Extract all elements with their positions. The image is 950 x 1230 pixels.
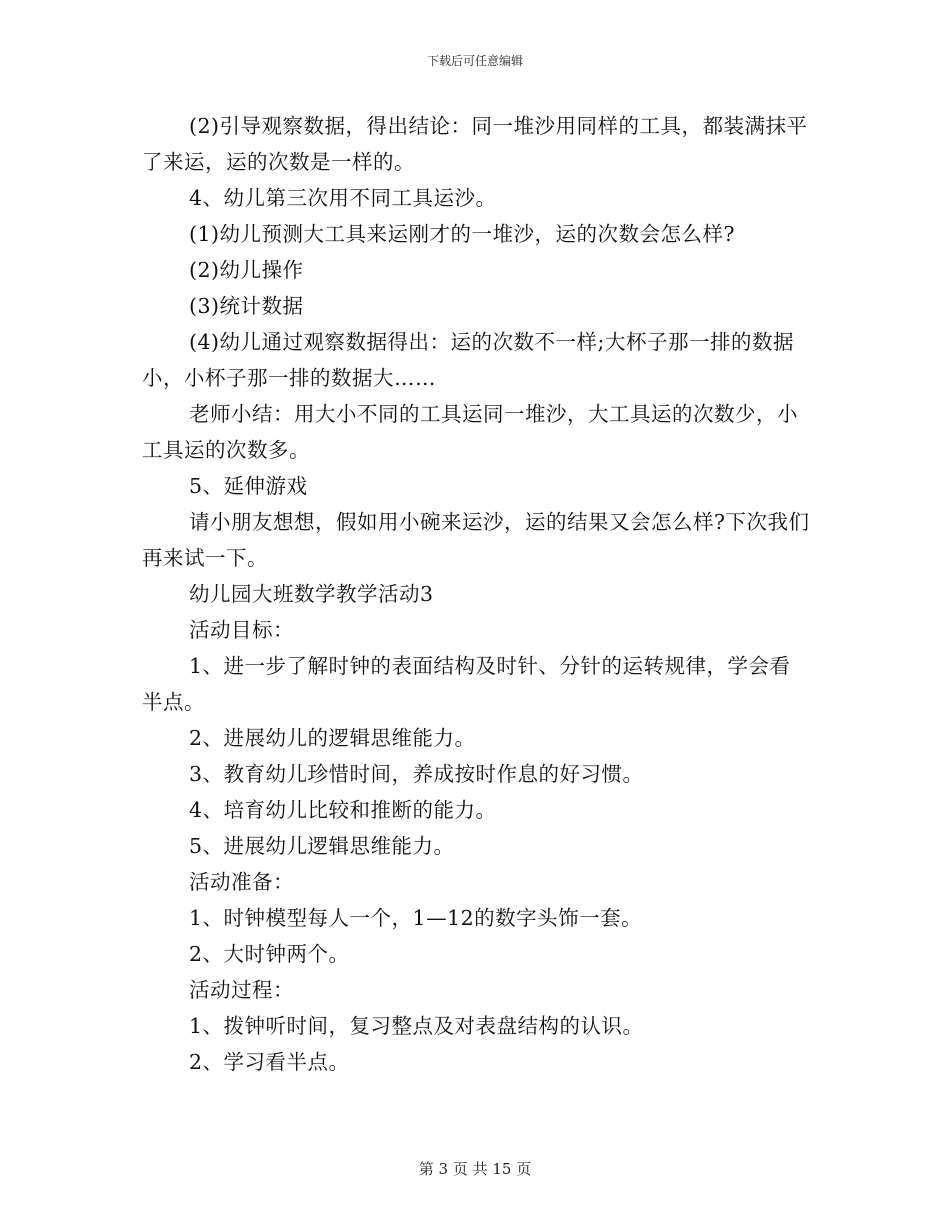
paragraph: 4、培育幼儿比较和推断的能力。 xyxy=(189,798,497,822)
section-title: 幼儿园大班数学教学活动3 xyxy=(189,582,434,606)
paragraph: 活动准备： xyxy=(189,870,294,894)
paragraph: (2)引导观察数据，得出结论：同一堆沙用同样的工具，都装满抹平了来运，运的次数是一样的。 xyxy=(142,114,808,174)
page-header: 下载后可任意编辑 xyxy=(426,54,523,68)
paragraph: (4)幼儿通过观察数据得出：运的次数不一样;大杯子那一排的数据小，小杯子那一排的数据大…… xyxy=(142,330,794,390)
paragraph: 2、大时钟两个。 xyxy=(189,942,350,966)
paragraph: 4、幼儿第三次用不同工具运沙。 xyxy=(189,186,497,210)
paragraph: 1、拨钟听时间，复习整点及对表盘结构的认识。 xyxy=(189,1014,644,1038)
paragraph: 老师小结：用大小不同的工具运同一堆沙，大工具运的次数少，小工具运的次数多。 xyxy=(142,402,798,462)
paragraph: 2、进展幼儿的逻辑思维能力。 xyxy=(189,726,476,750)
paragraph: 5、延伸游戏 xyxy=(189,474,308,498)
paragraph: 1、时钟模型每人一个，1—12的数字头饰一套。 xyxy=(189,906,643,930)
paragraph: 请小朋友想想，假如用小碗来运沙，运的结果又会怎么样?下次我们再来试一下。 xyxy=(142,510,810,570)
paragraph: 活动过程： xyxy=(189,978,294,1002)
paragraph: 2、学习看半点。 xyxy=(189,1050,350,1074)
paragraph: (3)统计数据 xyxy=(189,294,304,318)
paragraph: (2)幼儿操作 xyxy=(189,258,304,282)
paragraph: 活动目标： xyxy=(189,618,294,642)
page-footer: 第 3 页 共 15 页 xyxy=(418,1160,532,1178)
paragraph: 3、教育幼儿珍惜时间，养成按时作息的好习惯。 xyxy=(189,762,644,786)
paragraph: 1、进一步了解时钟的表面结构及时针、分针的运转规律，学会看半点。 xyxy=(142,654,791,714)
document-body xyxy=(142,108,810,1080)
paragraph: 5、进展幼儿逻辑思维能力。 xyxy=(189,834,455,858)
paragraph: (1)幼儿预测大工具来运刚才的一堆沙，运的次数会怎么样? xyxy=(189,222,736,246)
